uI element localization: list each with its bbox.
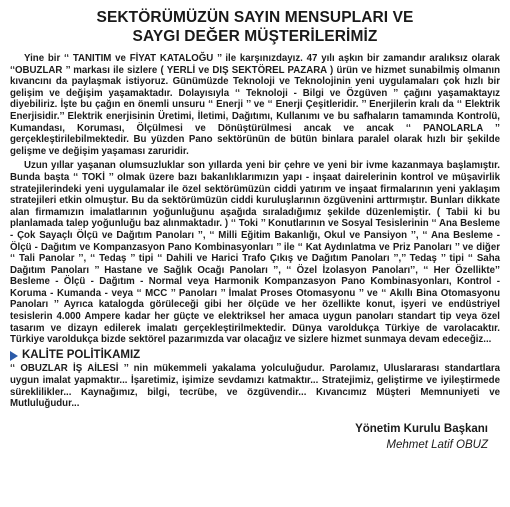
title-line-2: SAYGI DEĞER MÜŞTERİLERİMİZ — [132, 28, 378, 45]
quality-heading-text: KALİTE POLİTİKAMIZ — [22, 348, 141, 361]
triangle-bullet-icon — [10, 351, 18, 361]
page-title — [10, 8, 500, 46]
paragraph-quality: ‘‘ OBUZLAR İŞ AİLESİ ’’ nin mükemmeli yakalama yolculuğudur. Parolamız, Uluslararası standartlara uygun imalat yapmaktır... İşaretimiz, işimize sevdamızı katmaktır... Stratejimiz, geliştirme ve iyileştirmede süreklilikler... Kaynağımız, bilgi, tecrübe, ve özgüvendir... Kıvancımız Müşteri Memnuniyeti ve Mutluluğudur... — [10, 363, 500, 410]
paragraph-intro: Yine bir ‘‘ TANITIM ve FİYAT KATALOĞU ’’ ile karşınızdayız. 47 yılı aşkın bir zamandır aralıksız olarak ‘‘OBUZLAR ’’ markası ile sizlere ( YERLİ ve DIŞ SEKTÖREL PAZARA ) ürün ve hizmet sunabilmiş olmanın kıvancını da paylaşmak istiyoruz. Günümüzde Teknoloji ve Teknolojinin yeni uygulamaları çok hızlı bir gelişim ve değişim yaşamaktadır. Dolayısıyla ‘‘ Teknoloji - Bilgi ve Özgüven ’’ çağını yaşamaktayız diyebiliriz. İşte bu çağın en önemli unsuru ‘‘ Enerji ’’ ve ‘‘ Enerji Çeşitleridir. ’’ Enerjilerin kralı da ‘‘ Elektrik Enerjisidir.’’ Elektrik enerjisinin Üretimi, İletimi, Dağıtımı, Kullanımı ve bu safhaların tamamında Kontrolü, Kumandası, Koruması, Ölçülmesi ve Dönüştürülmesi ancak ve ancak ‘‘ PANOLARLA ’’ gerçekleştirilebilmektedir. Bu yüzden Pano sektörünün de bütün binlara paralel olarak hızlı bir şekilde gelişme ve değişim yaşaması zaruridir. — [10, 53, 500, 157]
letter-body — [10, 53, 500, 410]
title-line-1: SEKTÖRÜMÜZÜN SAYIN MENSUPLARI VE — [96, 9, 414, 26]
quality-policy-heading — [10, 350, 500, 362]
signature-name: Mehmet Latif OBUZ — [386, 438, 488, 451]
signature-block — [10, 422, 500, 452]
signature-role: Yönetim Kurulu Başkanı — [355, 422, 488, 435]
paragraph-products: Uzun yıllar yaşanan olumsuzluklar son yıllarda yeni bir çehre ve yeni bir ivme kazanmaya başlamıştır. Bunda başta ‘‘ TOKİ ’’ olmak üzere bazı bakanlıklarımızın yapı - inşaat dairelerinin kontrol ve müşavirlik stratejilerindeki yeni uygulamalar ile özel sektörümüzün ciddi yatırım ve inşaat firmalarının yeni yaklaşım stratejileri etkin olmuştur. Bu da sektörümüzün ciddi kuruluşlarının özgüvenini arttırmıştır. Bunları dikkate alan firmamızın imalatlarının yoğunluğunu aşağıda sıraladığımız şekilde düzenlemiştir. ( Tabii ki bu planlamada talep yoğunluğu baz alınmaktadır. ) ‘‘ Toki ’’ Konutlarının ve Sosyal Tesislerinin ‘‘ Ana Besleme - Çok Sayaçlı Ölçü ve Dağıtım Panoları ’’, ‘‘ Milli Eğitim Bakanlığı, Okul ve Pansiyon ’’, ‘‘ Ana Besleme - Ölçü - Dağıtım ve Kompanzasyon Pano Kombinasyonları ’’ ile ‘‘ Kat Aydınlatma ve Priz Panoları ’’ ve diğer ‘‘ Tali Panolar ’’, ‘‘ Tedaş ’’ tipi ‘‘ Dahili ve Harici Trafo Çıkış ve Dağıtım Panoları ’’,’’ Tedaş ’’ tipi ‘‘ Saha Dağıtım Panoları ’’ Hastane ve Sağlık Ocağı Panoları ’’, ‘‘ Özel İzolasyon Panoları’’, ‘‘ Her Özellikte’’ Besleme - Ölçü - Dağıtım - Normal veya Harmonik Kompanzasyon Pano Kombinasyonları, Kontrol - Koruma - Kumanda - veya ‘‘ MCC ’’ Panoları ’’ İmalat Proses Otomasyonu ’’ ve ‘‘ Akıllı Bina Otomasyonu Panoları ’’ Ayrıca katalogda görüleceği gibi her ölçüde ve her özellikte konut, işyeri ve endüstriyel tesislerin 4.000 Ampere kadar her güçte ve elektriksel her amaca uygun panoları standart tip veya özel tasarım ve dizayn edilerek imalatı gerçekleştirilmektedir. Dünya varoldukça Türkiye de varolacaktır. Türkiye varoldukça bizde sektörel pazarımızda var olacağız ve sizlere hizmet sunmaya devam edeceğiz... — [10, 160, 500, 346]
